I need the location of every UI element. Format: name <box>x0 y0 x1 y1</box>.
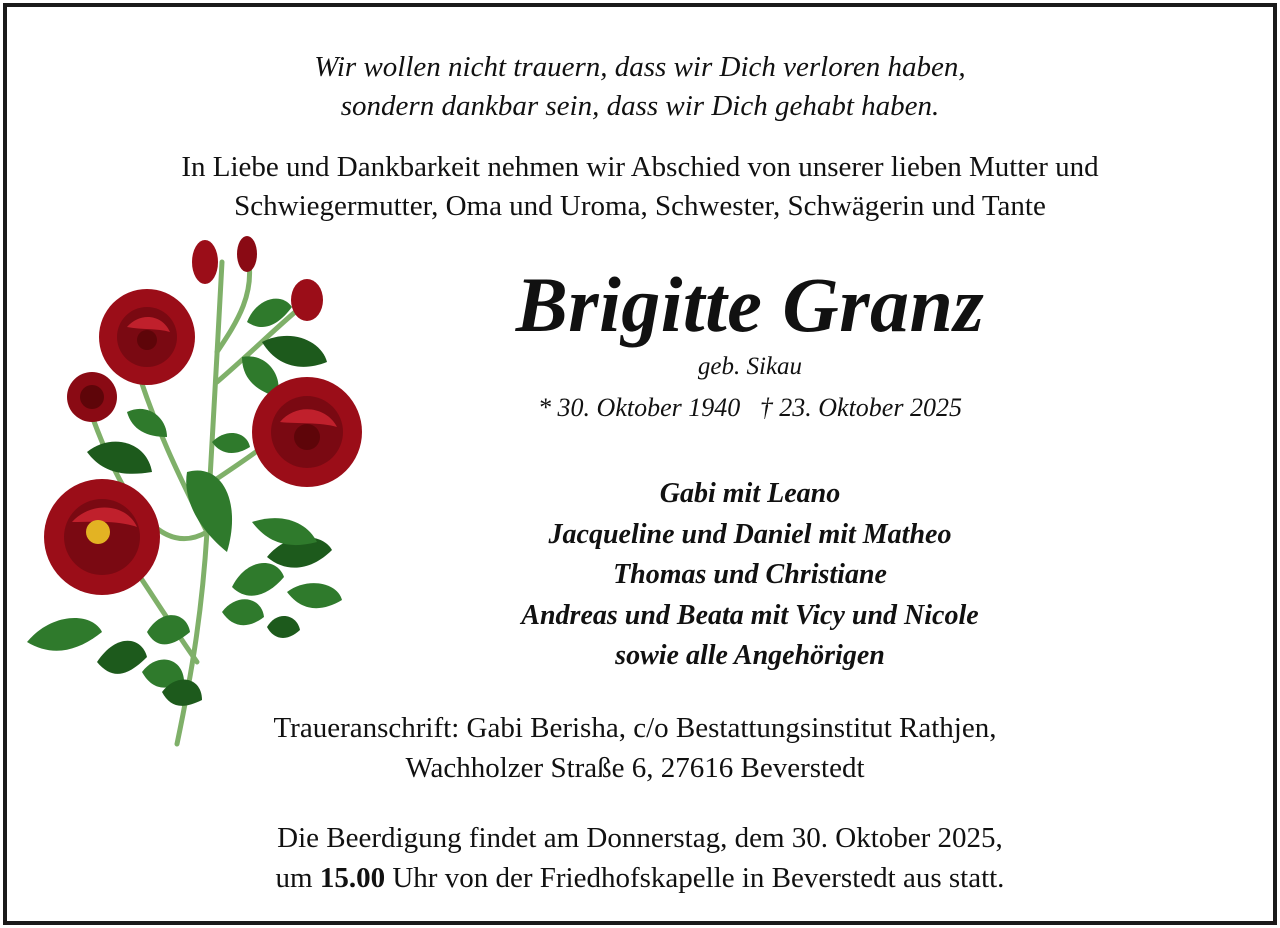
memorial-quote <box>0 48 1280 126</box>
funeral-line-2-suffix: Uhr von der Friedhofskapelle in Beverstedt aus statt. <box>392 862 1005 894</box>
maiden-name: geb. Sikau <box>697 353 803 380</box>
red-roses-illustration <box>22 232 362 747</box>
funeral-time: 15.00 <box>319 862 386 894</box>
family-member-line: Andreas und Beata mit Vicy und Nicole <box>521 599 979 631</box>
farewell-intro <box>0 148 1280 226</box>
funeral-line-2 <box>0 858 1280 898</box>
life-dates <box>440 392 1060 424</box>
family-list <box>430 474 1070 677</box>
intro-line-2: Schwiegermutter, Oma und Uroma, Schwester, Schwägerin und Tante <box>234 190 1046 222</box>
family-member-line: Jacqueline und Daniel mit Matheo <box>548 518 952 550</box>
birth-date: * 30. Oktober 1940 <box>538 393 741 422</box>
funeral-notice <box>0 818 1280 898</box>
death-date: † 23. Oktober 2025 <box>759 393 962 422</box>
family-member-line: sowie alle Angehörigen <box>615 640 885 671</box>
funeral-line-2-prefix: um <box>275 862 313 894</box>
intro-line-1: In Liebe und Dankbarkeit nehmen wir Abschied von unserer lieben Mutter und <box>181 151 1099 183</box>
funeral-line-1: Die Beerdigung findet am Donnerstag, dem 30. Oktober 2025, <box>277 822 1003 854</box>
quote-line-1: Wir wollen nicht trauern, dass wir Dich verloren haben, <box>314 51 966 83</box>
address-line-2: Wachholzer Straße 6, 27616 Beverstedt <box>405 752 865 784</box>
mourning-address <box>200 708 1070 788</box>
family-member-line: Thomas und Christiane <box>613 559 887 590</box>
address-line-1: Traueranschrift: Gabi Berisha, c/o Bestattungsinstitut Rathjen, <box>273 712 997 744</box>
deceased-name: Brigitte Granz <box>515 261 985 348</box>
family-member-line: Gabi mit Leano <box>659 478 841 509</box>
quote-line-2: sondern dankbar sein, dass wir Dich gehabt haben. <box>340 90 940 122</box>
